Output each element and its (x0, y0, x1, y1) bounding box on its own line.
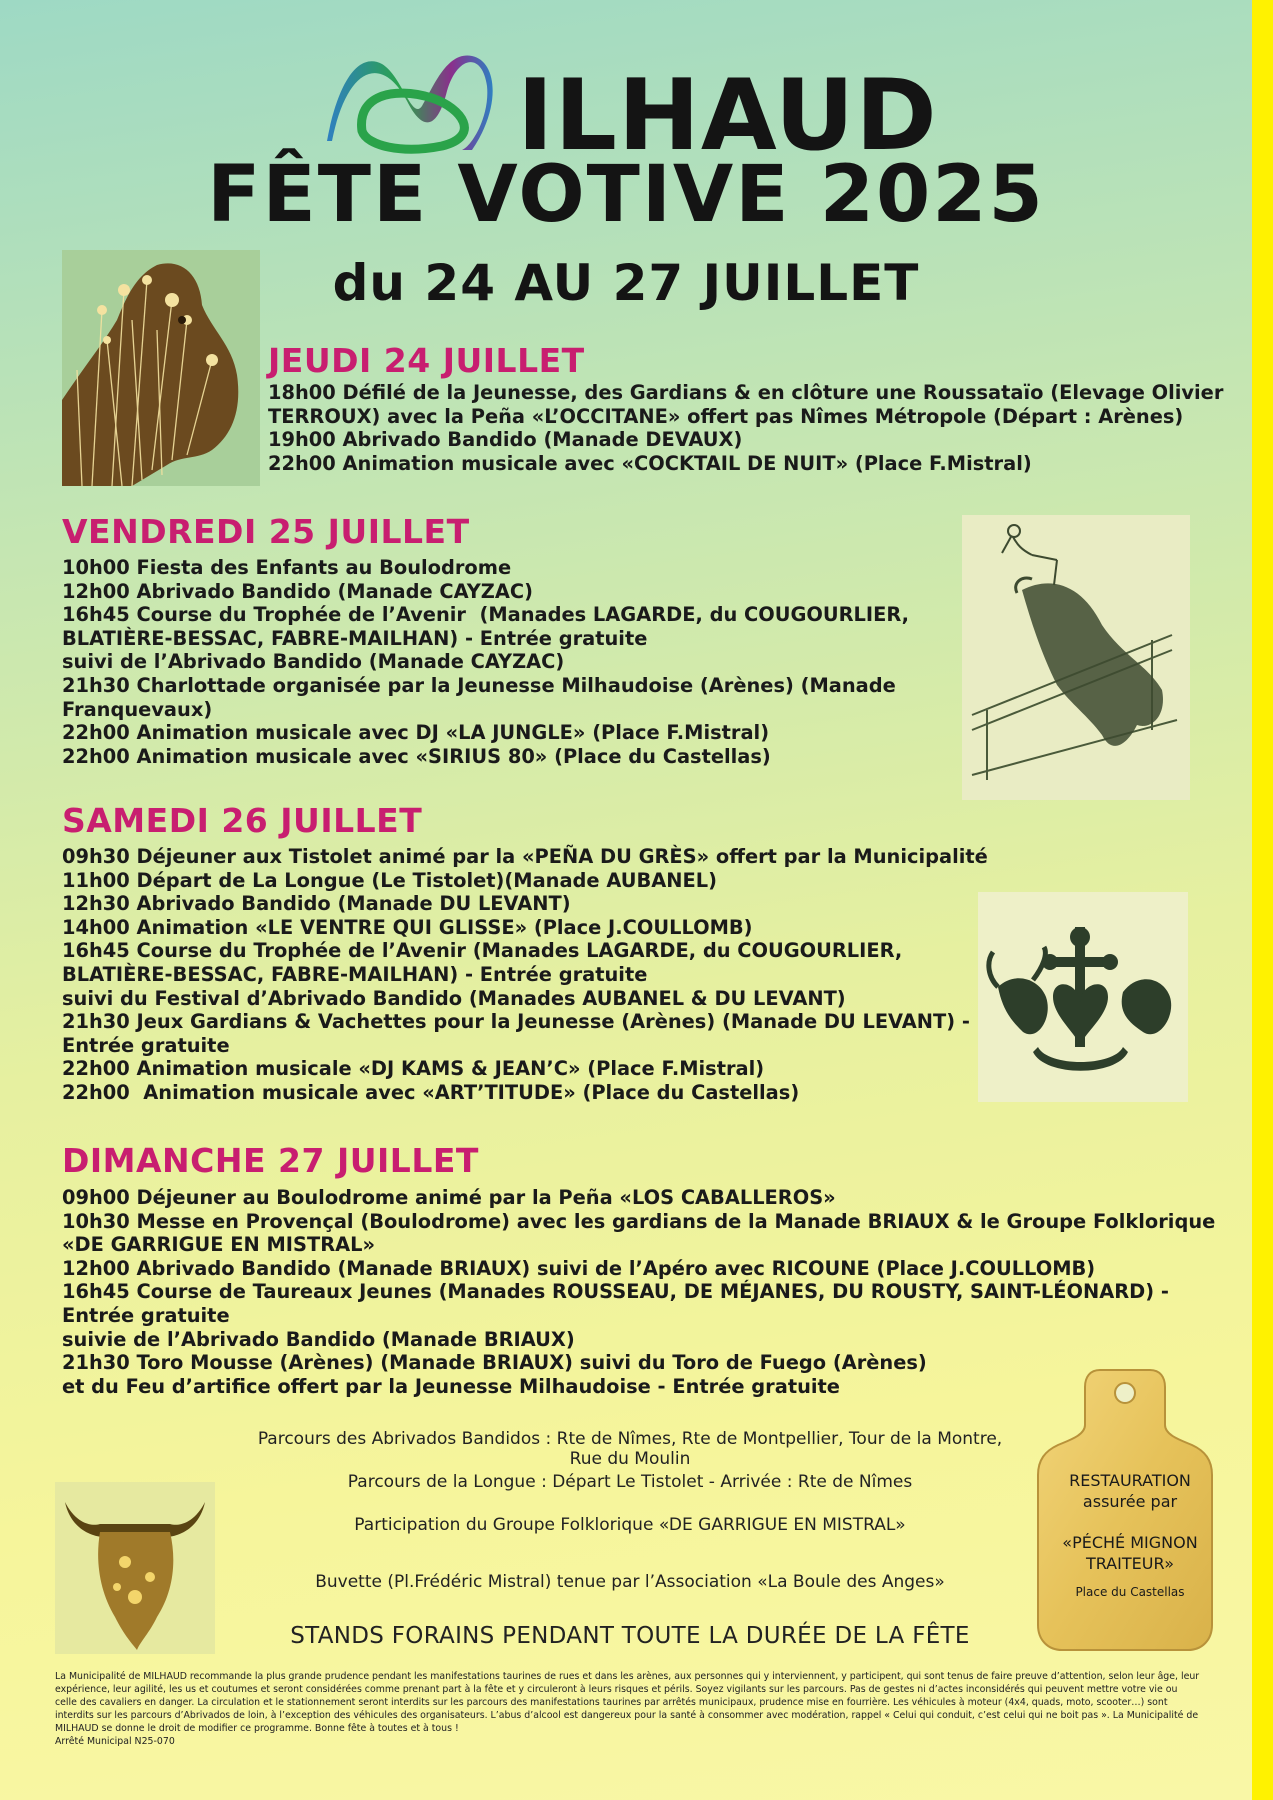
event-line: 12h00 Abrivado Bandido (Manade CAYZAC) (62, 579, 533, 603)
restauration-line: RESTAURATION (1069, 1471, 1191, 1490)
parcours-abrivados-line: Parcours des Abrivados Bandidos : Rte de Nîmes, Rte de Montpellier, Tour de la Montre, (257, 1429, 1003, 1449)
buvette: Buvette (Pl.Frédéric Mistral) tenue par l’Association «La Boule des Anges» (315, 1572, 945, 1592)
page-title: FÊTE VOTIVE 2025 (207, 150, 1045, 240)
event-line: Entrée gratuite (62, 1033, 230, 1057)
event-line: BLATIÈRE-BESSAC, FABRE-MAILHAN) - Entrée gratuite (62, 962, 648, 986)
day-title-dimanche: DIMANCHE 27 JUILLET (62, 1141, 479, 1180)
day-events-jeudi (268, 381, 1223, 475)
event-line: 12h00 Abrivado Bandido (Manade BRIAUX) suivi de l’Apéro avec RICOUNE (Place J.COULLOMB) (62, 1256, 1096, 1280)
event-line: 09h00 Déjeuner au Boulodrome animé par la Peña «LOS CABALLEROS» (62, 1186, 836, 1209)
event-line: 10h00 Fiesta des Enfants au Boulodrome (62, 556, 512, 579)
event-line: 22h00 Animation musicale avec «COCKTAIL DE NUIT» (Place F.Mistral) (268, 451, 1032, 475)
restauration-text (1040, 1470, 1220, 1603)
event-line: 16h45 Course de Taureaux Jeunes (Manades ROUSSEAU, DE MÉJANES, DU ROUSTY, SAINT-LÉONARD) - (62, 1280, 1169, 1304)
logo-m-swoosh (327, 56, 493, 150)
event-line: suivie de l’Abrivado Bandido (Manade BRIAUX) (62, 1327, 575, 1351)
disclaimer-text: La Municipalité de MILHAUD recommande la plus grande prudence pendant les manifestations taurines de rues et dans les arènes, aux personnes qui y interviennent, y participent, qui sont tenus de faire preuve d’attention, selon leur âge, leur expérience, leur agilité, les us et coutumes et seront considérées comme prenant part à la fête et y circuleront à leurs risques et périls. Soyez vigilants sur les parcours. Pas de gestes ni d’actes inconsidérés qui peuvent mettre votre vie ou celle des cavaliers en danger. La circulation et le stationnement seront interdits sur les parcours des manifestations taurines par arrêtés municipaux, prudence mise en fourrière. Les véhicules à moteur (4x4, quads, moto, scooter…) sont interdits sur les parcours d’Abrivados de loin, à l’exception des véhicules des organisateurs. L’abus d’alcool est dangereux pour la santé à consommer avec modération, rappel « Celui qui conduit, c’est celui qui ne boit pas ». La Municipalité de MILHAUD se donne le droit de modifier ce programme. Bonne fête à toutes et à tous ! (55, 1671, 1200, 1734)
event-line: Franquevaux) (62, 697, 213, 721)
event-line: BLATIÈRE-BESSAC, FABRE-MAILHAN) - Entrée gratuite (62, 626, 648, 650)
event-line: 22h00 Animation musicale avec DJ «LA JUNGLE» (Place F.Mistral) (62, 721, 770, 745)
event-line: 11h00 Départ de La Longue (Le Tistolet)(Manade AUBANEL) (62, 868, 717, 892)
event-line: «DE GARRIGUE EN MISTRAL» (62, 1233, 376, 1257)
day-events-dimanche (62, 1186, 1215, 1398)
event-line: 16h45 Course du Trophée de l’Avenir (Manades LAGARDE, du COUGOURLIER, (62, 603, 910, 627)
logo-m-ring (362, 93, 465, 149)
event-line: suivi de l’Abrivado Bandido (Manade CAYZAC) (62, 650, 565, 674)
participation-groupe: Participation du Groupe Folklorique «DE GARRIGUE EN MISTRAL» (354, 1515, 906, 1535)
restauration-line: TRAITEUR» (1085, 1554, 1175, 1573)
event-line: 16h45 Course du Trophée de l’Avenir (Manades LAGARDE, du COUGOURLIER, (62, 939, 903, 963)
stands-forains: STANDS FORAINS PENDANT TOUTE LA DURÉE DE LA FÊTE (290, 1623, 970, 1649)
event-line: 21h30 Jeux Gardians & Vachettes pour la Jeunesse (Arènes) (Manade DU LEVANT) - (62, 1010, 970, 1034)
parcours-abrivados (190, 1429, 1070, 1469)
event-line: 09h30 Déjeuner aux Tistolet animé par la «PEÑA DU GRÈS» offert par la Municipalité (62, 845, 988, 868)
date-range: du 24 AU 27 JUILLET (332, 254, 920, 312)
disclaimer (55, 1670, 1200, 1748)
event-line: Entrée gratuite (62, 1303, 230, 1327)
day-title-samedi: SAMEDI 26 JUILLET (62, 801, 423, 840)
logo-text: ILHAUD (517, 59, 938, 158)
day-events-vendredi (62, 556, 909, 768)
parcours-abrivados-line: Rue du Moulin (569, 1449, 691, 1469)
event-line: 19h00 Abrivado Bandido (Manade DEVAUX) (268, 428, 743, 452)
milhaud-logo (322, 46, 1012, 158)
day-title-vendredi: VENDREDI 25 JUILLET (62, 512, 470, 551)
restauration-line: «PÉCHÉ MIGNON (1062, 1533, 1198, 1552)
bull-jump-illustration (962, 515, 1190, 800)
event-line: 22h00 Animation musicale avec «ART’TITUDE» (Place du Castellas) (62, 1080, 800, 1104)
event-line: 22h00 Animation musicale avec «SIRIUS 80» (Place du Castellas) (62, 744, 771, 768)
camargue-cross-illustration (978, 892, 1188, 1102)
horse-head-illustration (62, 250, 260, 486)
event-line: TERROUX) avec la Peña «L’OCCITANE» offert pas Nîmes Métropole (Départ : Arènes) (268, 404, 1184, 428)
parcours-longue: Parcours de la Longue : Départ Le Tistolet - Arrivée : Rte de Nîmes (347, 1472, 913, 1492)
arrete-municipal: Arrêté Municipal N25-070 (55, 1736, 175, 1747)
event-line: 12h30 Abrivado Bandido (Manade DU LEVANT) (62, 892, 571, 916)
event-line: 21h30 Toro Mousse (Arènes) (Manade BRIAUX) suivi du Toro de Fuego (Arènes) (62, 1351, 927, 1375)
event-line: 18h00 Défilé de la Jeunesse, des Gardians & en clôture une Roussataïo (Elevage Olivier (268, 381, 1224, 404)
event-line: 21h30 Charlottade organisée par la Jeunesse Milhaudoise (Arènes) (Manade (62, 673, 896, 697)
day-events-samedi (62, 845, 988, 1105)
event-line: suivi du Festival d’Abrivado Bandido (Manades AUBANEL & DU LEVANT) (62, 986, 846, 1010)
event-line: 22h00 Animation musicale «DJ KAMS & JEAN’C» (Place F.Mistral) (62, 1057, 765, 1081)
restauration-place: Place du Castellas (1075, 1585, 1185, 1599)
event-line: 14h00 Animation «LE VENTRE QUI GLISSE» (Place J.COULLOMB) (62, 915, 753, 939)
restauration-line: assurée par (1082, 1492, 1178, 1511)
event-line: 10h30 Messe en Provençal (Boulodrome) avec les gardians de la Manade BRIAUX & le Groupe Folklorique (62, 1209, 1216, 1233)
event-line: et du Feu d’artifice offert par la Jeunesse Milhaudoise - Entrée gratuite (62, 1374, 840, 1398)
day-title-jeudi: JEUDI 24 JUILLET (268, 341, 585, 380)
